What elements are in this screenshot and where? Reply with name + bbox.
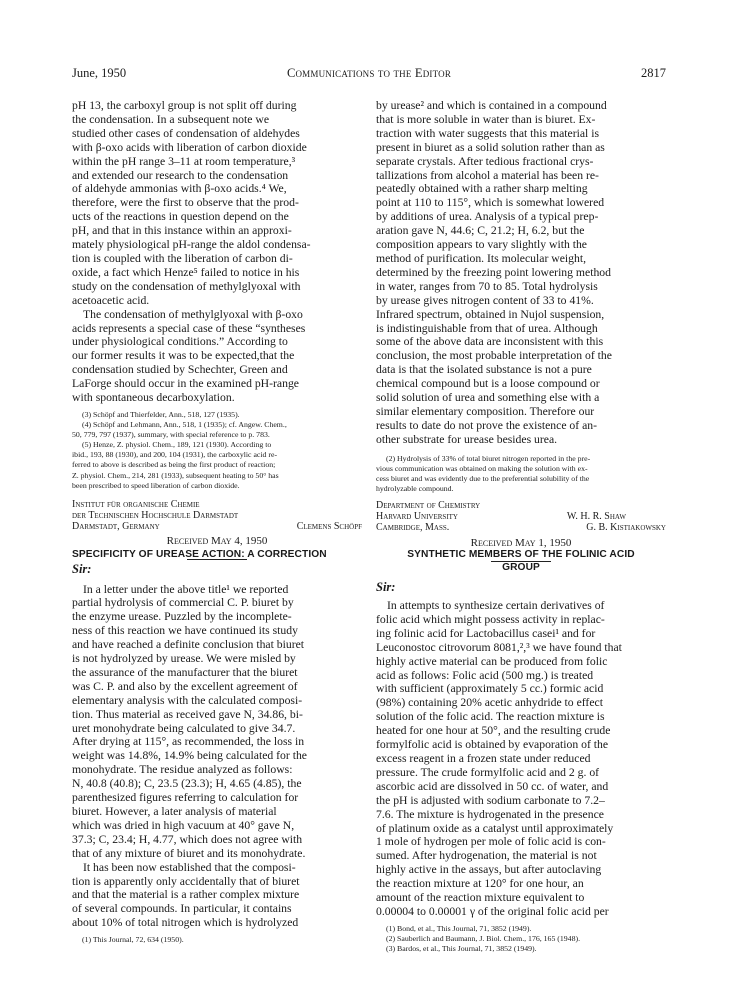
text-line: our former results it was to be expected,that the (72, 349, 295, 363)
footnote: cess biuret and was evidently due to the preferential solubility of the (376, 473, 590, 483)
text-line: The condensation of methylglyoxal with β-oxo (83, 307, 303, 321)
signature-block (72, 499, 362, 533)
text-line: (98%) containing 20% acetic anhydride to effect (376, 696, 603, 710)
text-line: and extended our research to the condensation (72, 168, 289, 182)
article-title: SPECIFICITY OF UREASE ACTION: A CORRECTION (72, 549, 327, 560)
text-line: point at 110 to 115°, which is somewhat lowered (376, 196, 605, 210)
text-line: pressure. The crude formylfolic acid and 2 g. of (376, 765, 600, 779)
text-line: 7.6. The mixture is hydrogenated in the presence (376, 807, 604, 821)
text-line: by additions of urea. Analysis of a typical prep- (376, 210, 599, 224)
text-line: 37.3; C, 23.4; H, 4.77, which does not agree with (72, 832, 303, 846)
page-number: 2817 (641, 66, 666, 80)
footnote: (4) Schöpf and Lehmann, Ann., 518, 1 (1935); cf. Angew. Chem., (82, 420, 287, 430)
text-line: peatedly obtained with a rather sharp melting (376, 182, 588, 196)
text-line: about 10% of total nitrogen which is hydrolyzed (72, 916, 299, 930)
paragraph (376, 599, 666, 919)
text-line: partial hydrolysis of commercial C. P. biuret by (72, 596, 294, 610)
received-date: Received May 1, 1950 (470, 536, 572, 549)
text-line: under physiological conditions.” According to (72, 335, 288, 349)
text-line: mately physiological pH-range the aldol condensa- (72, 238, 311, 252)
text-line: 1 mole of hydrogen per mole of folic acid is con- (376, 835, 606, 849)
text-line: formylfolic acid is obtained by evaporation of the (376, 738, 609, 752)
signature-row (72, 521, 362, 532)
text-line: determined by the freezing point lowering method (376, 265, 611, 279)
text-line: that is more soluble in water than is biuret. Ex- (376, 112, 596, 126)
footnote: (1) This Journal, 72, 634 (1950). (82, 935, 184, 945)
issue-date: June, 1950 (72, 66, 127, 80)
text-line: Infrared spectrum, obtained in Nujol suspension, (376, 307, 605, 321)
text-line: separate crystals. After tedious fractional crys- (376, 154, 594, 168)
text-line: of platinum oxide as a catalyst until approximately (376, 821, 614, 835)
paragraph (72, 861, 362, 931)
left-column-top (72, 99, 362, 560)
text-line: and have reached a definite conclusion that biuret (72, 638, 305, 652)
text-line: elementary analysis with the calculated composi- (72, 693, 303, 707)
text-line: some of the above data are inconsistent with this (376, 335, 604, 349)
signature-block (376, 500, 666, 534)
left-column-bottom (72, 549, 362, 945)
text-line: of aldehyde ammonias with β-oxo acids.⁴ We, (72, 182, 287, 196)
paragraph (72, 583, 362, 861)
text-line: other substrate for urease besides urea. (376, 432, 558, 446)
university: Harvard University (376, 511, 458, 523)
footnote: hydrolyzable compound. (376, 483, 454, 493)
footnote: (2) Sauberlich and Baumann, J. Biol. Chem., 176, 165 (1948). (386, 933, 581, 943)
text-line: acid as follows: Folic acid (500 mg.) is treated (376, 668, 594, 682)
salutation: Sir: (72, 561, 92, 576)
text-line: traction with water suggests that this material is (376, 126, 599, 140)
text-line: and that the material is a rather complex mixture (72, 888, 300, 902)
text-line: ness of this reaction we have continued its study (72, 624, 298, 638)
running-title: Communications to the Editor (286, 66, 452, 80)
text-line: is not hydrolyzed by urease. We were misled by (72, 652, 296, 666)
text-line: aration gave N, 44.6; C, 21.2; H, 6.2, but the (376, 224, 585, 238)
footnotes (376, 924, 666, 954)
text-line: by urease gives nitrogen content of 33 to 41%. (376, 293, 594, 307)
text-line: parenthesized figures referring to calculation for (72, 791, 299, 805)
text-line: highly active in the assays, but after autoclaving (376, 863, 602, 877)
text-line: which was dried in high vacuum at 40° gave N, (72, 818, 295, 832)
text-line: 0.00004 to 0.00001 γ of the original folic acid per (376, 904, 609, 918)
text-line: condensation studied by Schechter, Green and (72, 363, 288, 377)
text-line: acetoacetic acid. (72, 293, 150, 307)
footnote: (3) Schöpf and Thierfelder, Ann., 518, 127 (1935). (82, 409, 240, 419)
text-line: conclusion, the most probable interpretation of the (376, 349, 612, 363)
text-line: oxide, a fact which Henze⁵ failed to notice in his (72, 265, 300, 279)
footnote: (5) Henze, Z. physiol. Chem., 189, 121 (1930). According to (82, 440, 272, 450)
text-line: with β-oxo acids with liberation of carbon dioxide (72, 140, 307, 154)
text-line: within the pH range 3–11 at room temperature,³ (72, 154, 296, 168)
text-line: solution of the folic acid. The reaction mixture is (376, 710, 605, 724)
footnote: been prescribed to speed liberation of carbon dioxide. (72, 480, 240, 490)
text-line: results to date do not prove the existence of an- (376, 418, 598, 432)
footnote: ibid., 193, 88 (1930), and 200, 104 (1931), the carboxylic acid re- (72, 450, 278, 460)
department-line: Department of Chemistry (376, 500, 481, 512)
text-line: with sufficient (approximately 5 cc.) formic acid (376, 682, 604, 696)
text-line: method of purification. Its molecular weight, (376, 251, 586, 265)
text-line: present in biuret as a solid solution rather than as (376, 140, 605, 154)
text-line: biuret. However, a later analysis of material (72, 805, 277, 818)
title-line: GROUP (502, 561, 540, 573)
text-line: folic acid which might possess activity in replac- (376, 612, 605, 626)
text-line: pH 13, the carboxyl group is not split off during (72, 99, 297, 112)
footnote: Z. physiol. Chem., 214, 281 (1933), subsequent heating to 50° has (72, 470, 279, 480)
text-line: study on the condensation of methylglyoxal with (72, 279, 301, 293)
text-line: It has been now established that the composi- (83, 860, 296, 874)
text-line: with spontaneous decarboxylation. (72, 391, 235, 405)
received-date: Received May 4, 1950 (166, 535, 268, 548)
institution-line: Institut für organische Chemie (72, 498, 200, 510)
author-name: G. B. Kistiakowsky (586, 522, 666, 534)
text-line: tion is apparently only accidentally that of biuret (72, 874, 300, 888)
title-line: SYNTHETIC MEMBERS OF THE FOLINIC ACID (407, 549, 635, 560)
text-line: the assurance of the manufacturer that the biuret (72, 665, 298, 679)
text-line: data is that the isolated substance is not a pure (376, 363, 592, 377)
text-line: of several compounds. In particular, it contains (72, 902, 292, 916)
city: Cambridge, Mass. (376, 522, 450, 534)
text-line: tallizations from alcohol a material has been re- (376, 168, 599, 182)
signature-row (376, 522, 666, 533)
text-line: weight was 14.8%, 14.9% being calculated for the (72, 749, 307, 763)
text-line: uret monohydrate being calculated to give 34.7. (72, 721, 296, 735)
right-column-bottom (376, 549, 666, 954)
text-line: tion. Thus material as received gave N, 34.86, bi- (72, 707, 303, 721)
text-line: the condensation. In a subsequent note we (72, 112, 270, 126)
city: Darmstadt, Germany (72, 521, 160, 533)
text-line: therefore, were the first to observe that the prod- (72, 196, 299, 210)
author-name: Clemens Schöpf (296, 521, 362, 533)
text-line: similar elementary composition. Therefore our (376, 404, 595, 418)
page-header (72, 66, 666, 82)
author-name: W. H. R. Shaw (566, 511, 626, 523)
footnote: (3) Bardos, et al., This Journal, 71, 3852 (1949). (386, 944, 537, 954)
text-line: tion is coupled with the liberation of carbon di- (72, 251, 293, 265)
signature-row (376, 511, 666, 522)
footnote: vious communication was obtained on making the solution with ex- (376, 463, 588, 473)
text-line: ing folinic acid for Lactobacillus casei¹ and for (376, 626, 596, 640)
institution-line: der Technischen Hochschule Darmstadt (72, 509, 239, 521)
paragraph (72, 99, 362, 308)
text-line: Leuconostoc citrovorum 8081,²,³ we have found that (376, 640, 622, 654)
text-line: chemical compound but is a loose compound or (376, 377, 600, 391)
footnotes (72, 410, 362, 491)
text-line: composition appears to vary slightly with the (376, 238, 587, 252)
text-line: by urease² and which is contained in a compound (376, 99, 607, 112)
text-line: was C. P. and also by the excellent agreement of (72, 679, 298, 693)
text-line: In a letter under the above title¹ we reported (83, 582, 289, 596)
text-line: pH, and that in this instance within an approxi- (72, 224, 292, 238)
article-title (376, 549, 666, 574)
text-line: that of any mixture of biuret and its monohydrate. (72, 846, 306, 860)
salutation: Sir: (376, 580, 396, 594)
text-line: acids represents a special case of these “syntheses (72, 321, 306, 335)
text-line: studied other cases of condensation of aldehydes (72, 126, 300, 140)
text-line: ucts of the reactions in question depend on the (72, 210, 289, 224)
text-line: excess reagent in a frozen state under reduced (376, 751, 591, 765)
text-line: the pH is adjusted with sodium carbonate to 7.2– (376, 793, 605, 807)
text-line: N, 40.8 (40.8); C, 23.5 (23.3); H, 4.65 (4.85), the (72, 777, 302, 791)
right-column-top (376, 99, 666, 562)
paragraph (376, 99, 666, 447)
text-line: After drying at 115°, as recommended, the loss in (72, 735, 305, 749)
text-line: in water, ranges from 70 to 85. Total hydrolysis (376, 279, 598, 293)
text-line: monohydrate. The residue analyzed as follows: (72, 763, 293, 777)
footnote: ferred to above is described as being the first product of reaction; (72, 460, 276, 470)
text-line: ascorbic acid are dissolved in 50 cc. of water, and (376, 779, 609, 793)
footnotes (376, 454, 666, 494)
text-line: the enzyme urease. Puzzled by the incomplete- (72, 610, 292, 624)
footnotes (72, 935, 362, 945)
text-line: In attempts to synthesize certain derivatives of (387, 599, 605, 612)
text-line: is indistinguishable from that of urea. Although (376, 321, 598, 335)
paragraph (72, 308, 362, 405)
footnote: 50, 779, 797 (1937), summary, with special reference to p. 783. (72, 430, 270, 440)
text-line: amount of the reaction mixture equivalent to (376, 891, 585, 905)
text-line: highly active material can be produced from folic (376, 654, 608, 668)
text-line: heated for one hour at 50°, and the resulting crude (376, 724, 611, 738)
text-line: LaForge should occur in the examined pH-range (72, 377, 299, 391)
footnote: (1) Bond, et al., This Journal, 71, 3852 (1949). (386, 923, 532, 933)
text-line: sumed. After hydrogenation, the material is not (376, 849, 597, 863)
footnote: (2) Hydrolysis of 33% of total biuret nitrogen reported in the pre- (386, 453, 591, 463)
text-line: the reaction mixture at 120° for one hour, an (376, 877, 584, 891)
text-line: solid solution of urea and something else with a (376, 391, 600, 405)
